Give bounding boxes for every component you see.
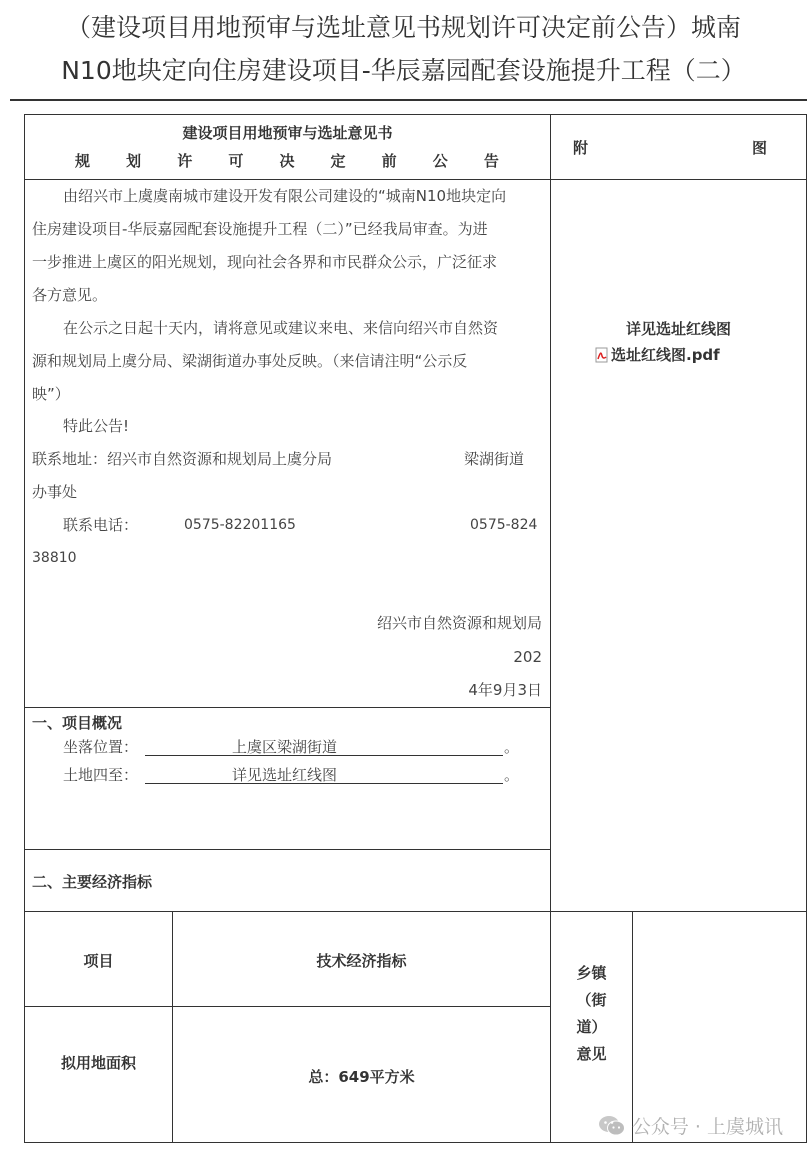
contact-phone-label: 联系电话：	[63, 516, 139, 534]
col-index-label: 技术经济指标	[316, 952, 407, 970]
notice-header-char: 许	[177, 152, 193, 170]
location-end: 。	[504, 738, 520, 756]
notice-date-b: 4年9月3日	[468, 681, 542, 699]
attachment-header-right: 图	[752, 139, 768, 157]
contact-address: 联系地址：绍兴市自然资源和规划局上虞分局	[32, 450, 333, 468]
notice-p2-line1: 在公示之日起十天内，请将意见或建议来电、来信向绍兴市自然资	[63, 319, 499, 337]
notice-header-char: 划	[126, 152, 142, 170]
page-title	[0, 6, 807, 92]
side-label-line1: 乡镇	[576, 964, 607, 982]
attachment-caption: 详见选址红线图	[625, 320, 731, 338]
notice-header-char: 决	[279, 152, 295, 170]
contact-address-cont: 办事处	[32, 483, 78, 501]
notice-header-char: 告	[483, 152, 499, 170]
notice-announce: 特此公告!	[63, 417, 130, 435]
notice-p1-line3: 一步推进上虞区的阳光规划，现向社会各界和市民群众公示，广泛征求	[32, 253, 498, 271]
notice-header-title: 建设项目用地预审与选址意见书	[182, 124, 393, 142]
contact-address-right: 梁湖街道	[464, 450, 525, 468]
notice-p2-line3: 映”）	[32, 385, 70, 403]
wechat-icon	[598, 1115, 626, 1137]
watermark	[598, 1112, 783, 1139]
watermark-text: 公众号 · 上虞城讯	[631, 1116, 783, 1138]
notice-header-char: 公	[432, 152, 448, 170]
side-label	[550, 960, 633, 1068]
row-label: 拟用地面积	[60, 1054, 136, 1072]
notice-header-char: 定	[330, 152, 346, 170]
side-label-line3: 道）	[576, 1018, 607, 1036]
row-label-cell	[24, 1006, 173, 1143]
attachment-header-left: 附	[573, 139, 589, 157]
attachment-header-cell	[550, 114, 807, 180]
contact-phone-2a: 0575-824	[470, 517, 538, 533]
notice-header-char: 前	[381, 152, 397, 170]
notice-p2-line2: 源和规划局上虞分局、梁湖街道办事处反映。（来信请注明“公示反	[32, 352, 468, 370]
notice-date-a: 202	[513, 648, 542, 666]
row-value: 总：649平方米	[308, 1068, 415, 1086]
boundary-label: 土地四至：	[63, 766, 139, 784]
attachment-body-cell	[550, 179, 807, 912]
overview-heading: 一、项目概况	[32, 714, 123, 732]
notice-p1-line1: 由绍兴市上虞虞南城市建设开发有限公司建设的“城南N10地块定向	[63, 187, 507, 205]
col-item-label: 项目	[83, 952, 114, 970]
contact-phone-1: 0575-82201165	[184, 517, 296, 533]
page-title-line2: N10地块定向住房建设项目-华辰嘉园配套设施提升工程（二）	[61, 56, 746, 85]
notice-paragraph-2	[32, 312, 544, 411]
contact-phone-2b: 38810	[32, 550, 77, 566]
side-value-cell	[632, 911, 807, 1143]
side-label-line2: （街	[576, 991, 607, 1009]
attachment-file-link[interactable]	[594, 344, 720, 365]
notice-header-char: 规	[75, 152, 91, 170]
notice-paragraph-1	[32, 180, 544, 312]
title-divider	[10, 99, 807, 101]
location-value: 上虞区梁湖街道	[232, 738, 338, 756]
side-label-line4: 意见	[576, 1045, 607, 1063]
pdf-icon	[594, 347, 610, 363]
economics-heading: 二、主要经济指标	[32, 873, 153, 891]
notice-header-subtitle	[75, 150, 499, 171]
boundary-end: 。	[504, 766, 520, 784]
location-label: 坐落位置：	[63, 738, 139, 756]
attachment-file-name: 选址红线图.pdf	[611, 346, 720, 364]
notice-header-char: 可	[228, 152, 244, 170]
boundary-value: 详见选址红线图	[232, 766, 338, 784]
notice-signature: 绍兴市自然资源和规划局	[376, 614, 542, 632]
notice-p1-line2: 住房建设项目-华辰嘉园配套设施提升工程（二）”已经我局审查。为进	[32, 220, 488, 238]
page-title-line1: （建设项目用地预审与选址意见书规划许可决定前公告）城南	[65, 13, 741, 42]
notice-p1-line4: 各方意见。	[32, 286, 108, 304]
